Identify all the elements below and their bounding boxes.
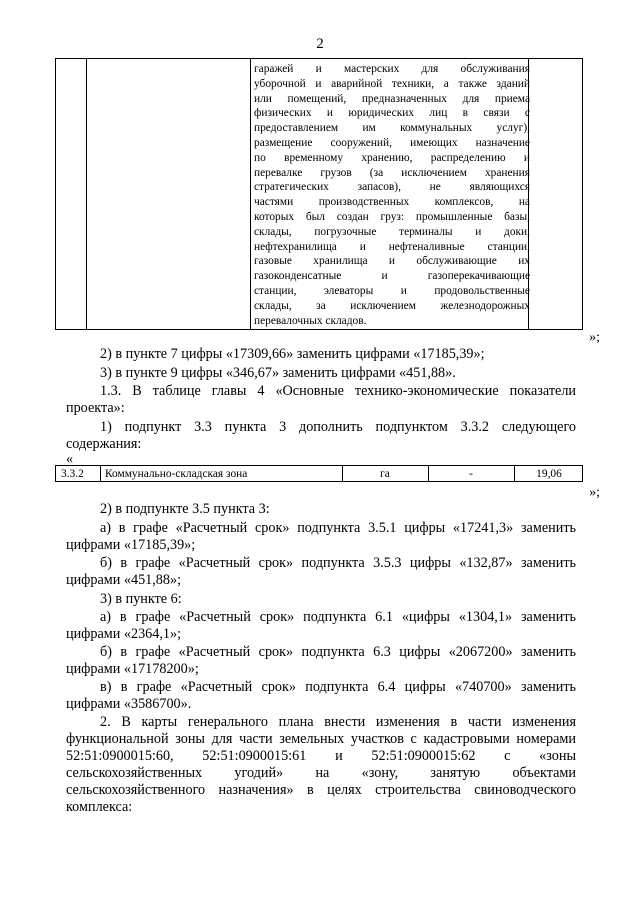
table-text-line: по временному хранению, распределению и [254, 151, 530, 164]
table-text-line: станции, элеваторы и продовольственные [254, 284, 530, 297]
table-text-line: предоставлением им коммунальных услуг), [254, 122, 530, 135]
paragraph: 2. В карты генерального плана внести изменения в части изменения [100, 714, 576, 730]
table-text-line: склады, за исключением железнодорожных [254, 299, 530, 312]
row-name: Коммунально-складская зона [105, 468, 248, 480]
table-text-line: гаражей и мастерских для обслуживания [254, 63, 530, 75]
paragraph: цифрами «17178200»; [66, 661, 199, 677]
table-text-line: склады, погрузочные терминалы и доки, [254, 225, 530, 238]
row-value: 19,06 [536, 468, 562, 480]
paragraph: 3) в пункте 6: [100, 591, 182, 607]
opening-quote: « [66, 451, 74, 467]
table-text-line: стратегических запасов), не являющихся [254, 181, 530, 194]
table-text-line: перевалке грузов (за исключением хранения [254, 166, 530, 179]
paragraph: а) в графе «Расчетный срок» подпункта 3.5.1 цифры «17241,3» заменить [100, 520, 576, 536]
zone-description-table [55, 58, 583, 330]
paragraph: комплекса: [66, 799, 133, 815]
table-divider [86, 59, 87, 329]
zone-description-text [254, 62, 530, 328]
table-text-line: размещение сооружений, имеющих назначение [254, 136, 530, 149]
paragraph: 2) в подпункте 3.5 пункта 3: [100, 501, 270, 517]
paragraph: цифрами «17185,39»; [66, 537, 196, 553]
table-text-line: которых был создан груз: промышленные базы, [254, 210, 530, 223]
table-text-line: частями производственных комплексов, на [254, 196, 530, 209]
paragraph: цифрами «451,88»; [66, 572, 182, 588]
table-text-line: газовые хранилища и обслуживающие их [254, 255, 530, 268]
paragraph: сельскохозяйственного назначения» в целях строительства свиноводческого [66, 782, 576, 798]
paragraph: 52:51:0900015:60, 52:51:0900015:61 и 52:51:0900015:62 с «зоны [66, 748, 576, 764]
table-divider [250, 59, 251, 329]
indicator-row-table [55, 465, 583, 482]
row-code: 3.3.2 [61, 468, 84, 480]
paragraph: в) в графе «Расчетный срок» подпункта 6.4 цифры «740700» заменить [100, 679, 576, 695]
paragraph: содержания: [66, 436, 142, 452]
paragraph: 2) в пункте 7 цифры «17309,66» заменить цифрами «17185,39»; [100, 346, 485, 362]
table-text-line: газоконденсатные и газоперекачивающие [254, 270, 530, 283]
page-number: 2 [316, 36, 324, 52]
paragraph: функциональной зоны для части земельных участков с кадастровыми номерами [66, 731, 576, 747]
paragraph: проекта»: [66, 400, 125, 416]
paragraph: 1) подпункт 3.3 пункта 3 дополнить подпунктом 3.3.2 следующего [100, 419, 576, 435]
row-unit: га [380, 468, 390, 480]
closing-quote: »; [589, 330, 600, 345]
table-divider [100, 466, 101, 481]
paragraph: 1.3. В таблице главы 4 «Основные технико-экономические показатели [100, 383, 576, 399]
row-current: - [469, 468, 473, 480]
closing-quote: »; [589, 485, 600, 500]
table-text-line: уборочной и аварийной техники, а также зданий [254, 77, 530, 90]
paragraph: сельскохозяйственных угодий» на «зону, занятую объектами [66, 765, 576, 781]
table-text-line: физических и юридических лиц в связи с [254, 107, 530, 120]
table-text-line: перевалочных складов. [254, 314, 367, 327]
paragraph: б) в графе «Расчетный срок» подпункта 6.3 цифры «2067200» заменить [100, 644, 576, 660]
paragraph: а) в графе «Расчетный срок» подпункта 6.1 «цифры «1304,1» заменить [100, 609, 576, 625]
paragraph: 3) в пункте 9 цифры «346,67» заменить цифрами «451,88». [100, 365, 456, 381]
table-text-line: или помещений, предназначенных для приема [254, 92, 530, 105]
paragraph: б) в графе «Расчетный срок» подпункта 3.5.3 цифры «132,87» заменить [100, 555, 576, 571]
paragraph: цифрами «2364,1»; [66, 626, 182, 642]
table-text-line: нефтехранилища и нефтеналивные станции, [254, 240, 530, 253]
paragraph: цифрами «3586700». [66, 696, 192, 712]
